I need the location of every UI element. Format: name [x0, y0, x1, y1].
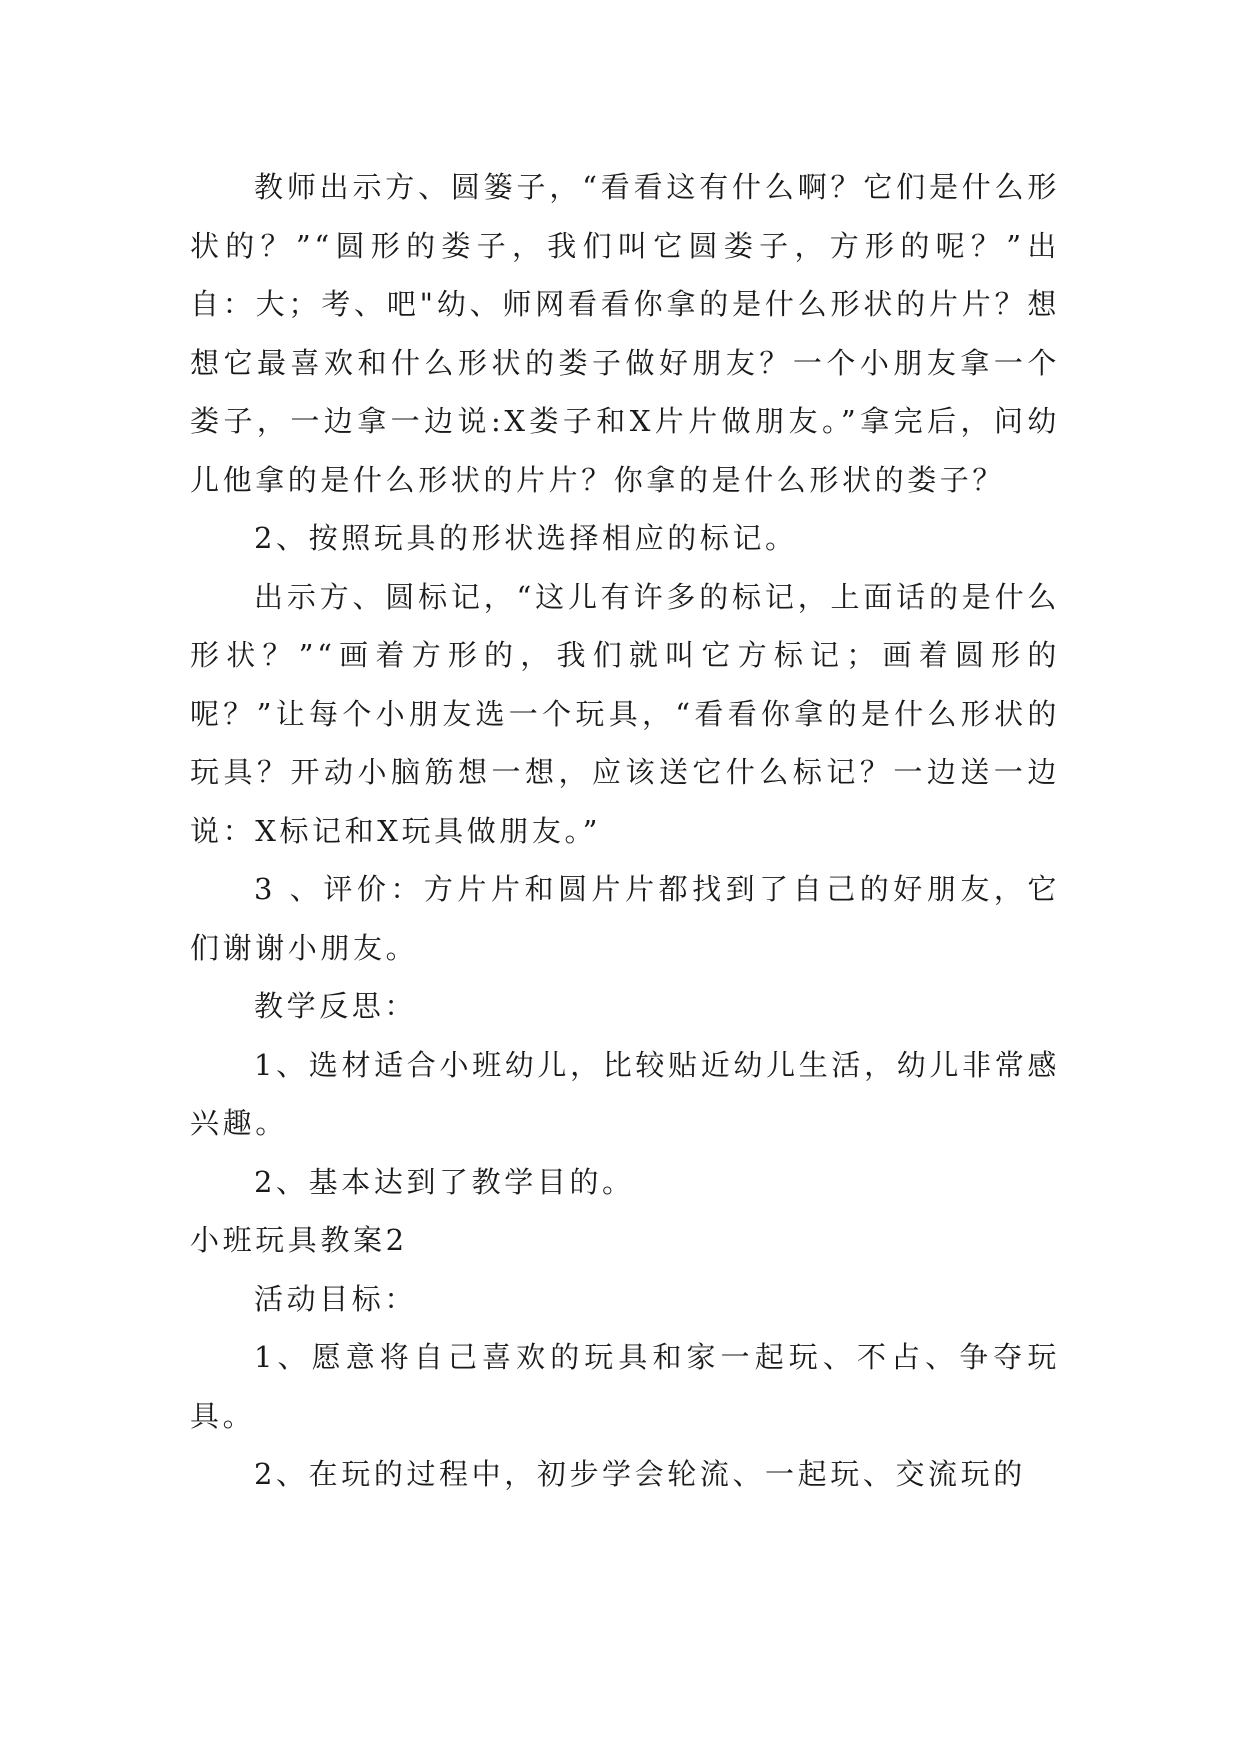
- paragraph-reflection-1: 1、选材适合小班幼儿，比较贴近幼儿生活，幼儿非常感兴趣。: [190, 1047, 1060, 1140]
- paragraph-step-2: 2、按照玩具的形状选择相应的标记。: [254, 521, 798, 555]
- paragraph-goal-1: 1、愿意将自己喜欢的玩具和家一起玩、不占、争夺玩具。: [190, 1340, 1060, 1433]
- paragraph-reflection-title: 教学反思：: [254, 989, 418, 1023]
- paragraph-show-markers: 出示方、圆标记，“这儿有许多的标记，上面话的是什么形状？”“画着方形的，我们就叫它方标记；画着圆形的呢？”让每个小朋友选一个玩具，“看看你拿的是什么形状的玩具？开动小脑筋想一想，应该送它什么标记？一边送一边说：X标记和X玩具做朋友。”: [190, 579, 1060, 848]
- paragraph-goal-2: 2、在玩的过程中，初步学会轮流、一起玩、交流玩的: [254, 1457, 1026, 1491]
- paragraph-step-3-evaluation: 3 、评价：方片片和圆片片都找到了自己的好朋友，它们谢谢小朋友。: [190, 872, 1060, 965]
- paragraph-reflection-2: 2、基本达到了教学目的。: [254, 1164, 635, 1199]
- section-heading: 小班玩具教案2: [190, 1223, 408, 1257]
- paragraph-intro-baskets: 教师出示方、圆篓子，“看看这有什么啊？它们是什么形状的？”“圆形的娄子，我们叫它圆娄子，方形的呢？”出自：大；考、吧"幼、师网看看你拿的是什么形状的片片？想想它最喜欢和什么形状的娄子做好朋友？一个小朋友拿一个娄子，一边拿一边说:X娄子和X片片做朋友。”拿完后，问幼儿他拿的是什么形状的片片？你拿的是什么形状的娄子？: [190, 170, 1060, 497]
- paragraph-goals-title: 活动目标：: [254, 1281, 418, 1316]
- document-body: [190, 158, 1060, 1504]
